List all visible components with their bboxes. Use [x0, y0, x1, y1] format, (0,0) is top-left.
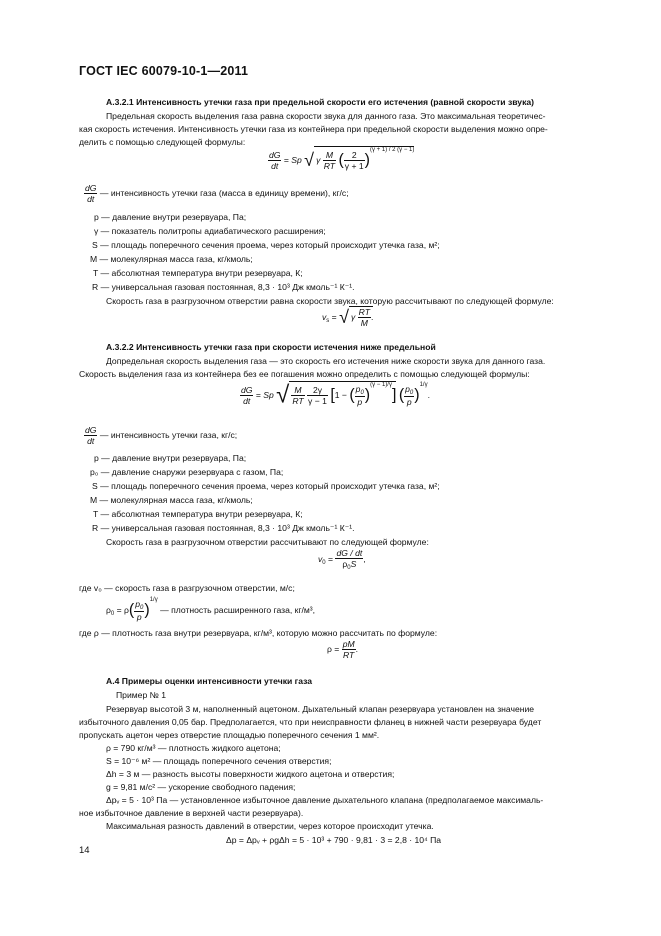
def-line: S — площадь поперечного сечения проема, через который происходит утечка газа, м²;: [92, 481, 440, 491]
list-item: Δh = 3 м — разность высоты поверхности жидкого ацетона и отверстия;: [106, 769, 395, 779]
paragraph-line: Резервуар высотой 3 м, наполненный ацетоном. Дыхательный клапан резервуара установлен на значение: [106, 704, 535, 714]
paragraph-line: Предельная скорость выделения газа равна скорости звука для данного газа. Это максимальная теоретичес-: [106, 111, 546, 121]
formula-result: Δp = Δpᵥ + ρgΔh = 5 · 10³ + 790 · 9,81 · 3 = 2,8 · 10⁴ Па: [226, 835, 442, 845]
def-line: T — абсолютная температура внутри резервуара, К;: [93, 268, 303, 278]
def-line: M — молекулярная масса газа, кг/кмоль;: [90, 495, 253, 505]
def-line: T — абсолютная температура внутри резервуара, К;: [93, 509, 303, 519]
paragraph-line: кая скорость истечения. Интенсивность утечки газа из контейнера при предельной скорости выделения можно опре-: [79, 124, 548, 134]
def-line: S — площадь поперечного сечения проема, через который происходит утечка газа, м²;: [92, 240, 440, 250]
def-line: p — давление внутри резервуара, Па;: [94, 212, 247, 222]
def-line: p₀ — давление снаружи резервуара с газом, Па;: [90, 467, 284, 477]
formula-subsonic-flow: $\frac{dG}{dt}$ = Sp √ $\frac{M}{RT}$ $\frac{2\gamma}{\gamma - 1}$ [1 − ( $\frac{p_0}{p}$ )$^{(\gamma - 1)/\gamma}$] ( $\frac{p_0}{p}$ )$^{1/\gamma}$.: [241, 381, 430, 409]
def-line: p — давление внутри резервуара, Па;: [94, 453, 247, 463]
list-item: g = 9,81 м/с² — ускорение свободного падения;: [106, 782, 296, 792]
formula-choked-flow: $\frac{dG}{dt}$ = Sp √ γ $\frac{M}{RT}$ ( $\frac{2}{\gamma + 1}$ )$^{(\gamma + 1) / 2 (\gamma - 1)}$: [269, 147, 415, 172]
paragraph-line: Скорость выделения газа из контейнера без ее погашения можно определить с помощью следующей формулы:: [79, 369, 530, 379]
formula-rho0: $\rho_0 = \rho$( $\frac{p_0}{p}$ )$^{1/\gamma}$ — плотность расширенного газа, кг/м³,: [106, 597, 316, 623]
section-heading-a4: А.4 Примеры оценки интенсивности утечки газа: [106, 676, 313, 686]
list-item: S = 10⁻⁶ м² — площадь поперечного сечения отверстия;: [106, 756, 332, 766]
where-rho: где ρ — плотность газа внутри резервуара, кг/м³, которую можно рассчитать по формуле:: [79, 628, 438, 638]
def-line: R — универсальная газовая постоянная, 8,3 · 10³ Дж кмоль⁻¹ К⁻¹.: [92, 523, 355, 533]
section-heading-a322: А.3.2.2 Интенсивность утечки газа при скорости истечения ниже предельной: [106, 342, 436, 352]
paragraph-line: Допредельная скорость выделения газа — это скорость его истечения ниже скорости звука для данного газа.: [106, 356, 546, 366]
def-dgdt: $\frac{dG}{dt}$ — интенсивность утечки газа (масса в единицу времени), кг/с;: [85, 183, 349, 204]
paragraph-line: Максимальная разность давлений в отверстии, через которое происходит утечка.: [106, 821, 434, 831]
page-number: 14: [79, 845, 90, 856]
formula-sound-speed: $v_s$ = √ γ $\frac{RT}{M}$ .: [322, 307, 374, 328]
list-item: Δpᵥ = 5 · 10³ Па — установленное избыточное давление дыхательного клапана (предполагаемое максималь-: [106, 795, 544, 805]
formula-v0: $v_0$ = $\frac{dG / dt}{\rho_0S}$ ,: [318, 548, 366, 571]
list-item: ρ = 790 кг/м³ — плотность жидкого ацетона;: [106, 743, 281, 753]
def-line: R — универсальная газовая постоянная, 8,3 · 10³ Дж кмоль⁻¹ К⁻¹.: [92, 282, 355, 292]
paragraph-line: пропускать ацетон через отверстие площадью поперечного сечения 1 мм².: [79, 730, 380, 740]
section-heading-a321: А.3.2.1 Интенсивность утечки газа при предельной скорости его истечения (равной скорости звука): [106, 97, 535, 107]
paragraph-line: делить с помощью следующей формулы:: [79, 137, 246, 147]
list-item: ное избыточное давление в верхней части резервуара).: [79, 808, 304, 818]
paragraph-line: Скорость газа в разгрузочном отверстии равна скорости звука, которую рассчитывают по следующей формуле:: [106, 296, 554, 306]
paragraph-line: избыточного давления 0,05 бар. Предполагается, что при неисправности фланец в нижней части резервуара будет: [79, 717, 542, 727]
formula-rho: ρ = $\frac{pM}{RT}$ .: [327, 639, 359, 660]
example-label: Пример № 1: [116, 690, 166, 700]
where-v0: где v₀ — скорость газа в разгрузочном отверстии, м/с;: [79, 583, 295, 593]
document-header: ГОСТ IEC 60079-10-1—2011: [79, 64, 249, 78]
def-line: M — молекулярная масса газа, кг/кмоль;: [90, 254, 253, 264]
paragraph-line: Скорость газа в разгрузочном отверстии рассчитывают по следующей формуле:: [106, 537, 429, 547]
def-line: γ — показатель политропы адиабатического расширения;: [94, 226, 326, 236]
def-dgdt-2: $\frac{dG}{dt}$ — интенсивность утечки газа, кг/с;: [85, 425, 238, 446]
